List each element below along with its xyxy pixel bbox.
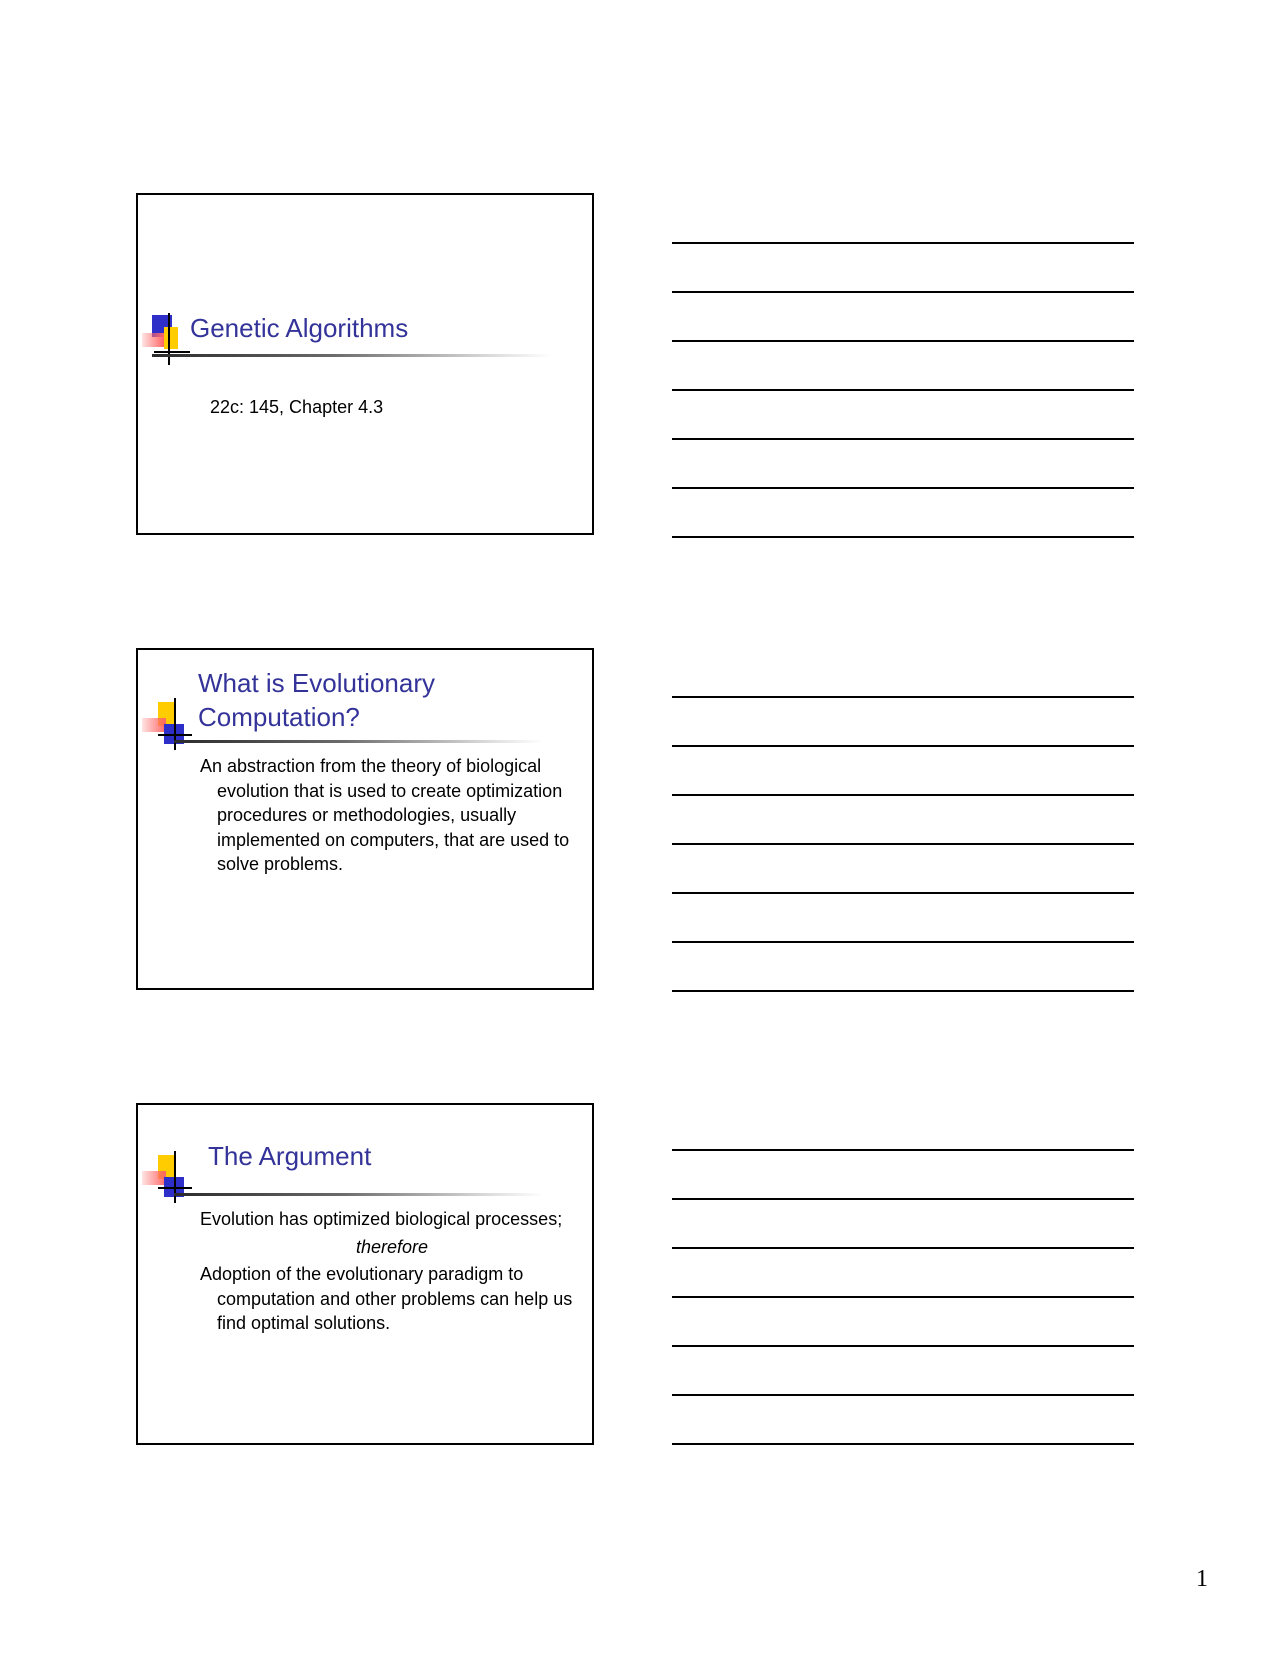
note-line: [672, 1149, 1134, 1151]
slide-body: [200, 1207, 584, 1336]
note-line: [672, 1198, 1134, 1200]
slide-body: [200, 754, 584, 877]
note-line: [672, 291, 1134, 293]
slide-the-argument: [136, 1103, 594, 1445]
note-line: [672, 1394, 1134, 1396]
note-line: [672, 794, 1134, 796]
note-line: [672, 487, 1134, 489]
slide-title: Genetic Algorithms: [190, 313, 409, 343]
note-line: [672, 1345, 1134, 1347]
body-paragraph: An abstraction from the theory of biological evolution that is used to create optimization procedures or methodologies, usually implemented on computers, that are used to solve problems.: [200, 756, 570, 874]
title-underline: [152, 354, 552, 357]
note-line: [672, 1247, 1134, 1249]
connector-text: therefore: [355, 1236, 429, 1257]
slide-title-line: What is Evolutionary: [198, 668, 435, 698]
note-line: [672, 536, 1134, 538]
note-line: [672, 438, 1134, 440]
slide-title: The Argument: [208, 1141, 372, 1171]
slide-logo-icon: [142, 315, 192, 365]
title-underline: [174, 740, 544, 743]
page-number: 1: [1196, 1566, 1208, 1592]
note-line: [672, 745, 1134, 747]
slide-title-line: Computation?: [198, 702, 360, 732]
slide-subtitle: 22c: 145, Chapter 4.3: [210, 397, 384, 417]
slide-genetic-algorithms: [136, 193, 594, 535]
note-line: [672, 941, 1134, 943]
note-line: [672, 1443, 1134, 1445]
note-line: [672, 340, 1134, 342]
slide-evolutionary-computation: [136, 648, 594, 990]
note-line: [672, 990, 1134, 992]
slide-title: [198, 666, 435, 734]
note-line: [672, 242, 1134, 244]
body-paragraph: Adoption of the evolutionary paradigm to computation and other problems can help us find optimal solutions.: [200, 1264, 573, 1333]
note-line: [672, 843, 1134, 845]
note-line: [672, 696, 1134, 698]
note-line: [672, 1296, 1134, 1298]
note-line: [672, 389, 1134, 391]
note-line: [672, 892, 1134, 894]
title-underline: [174, 1193, 544, 1196]
body-paragraph: Evolution has optimized biological processes;: [200, 1209, 563, 1229]
